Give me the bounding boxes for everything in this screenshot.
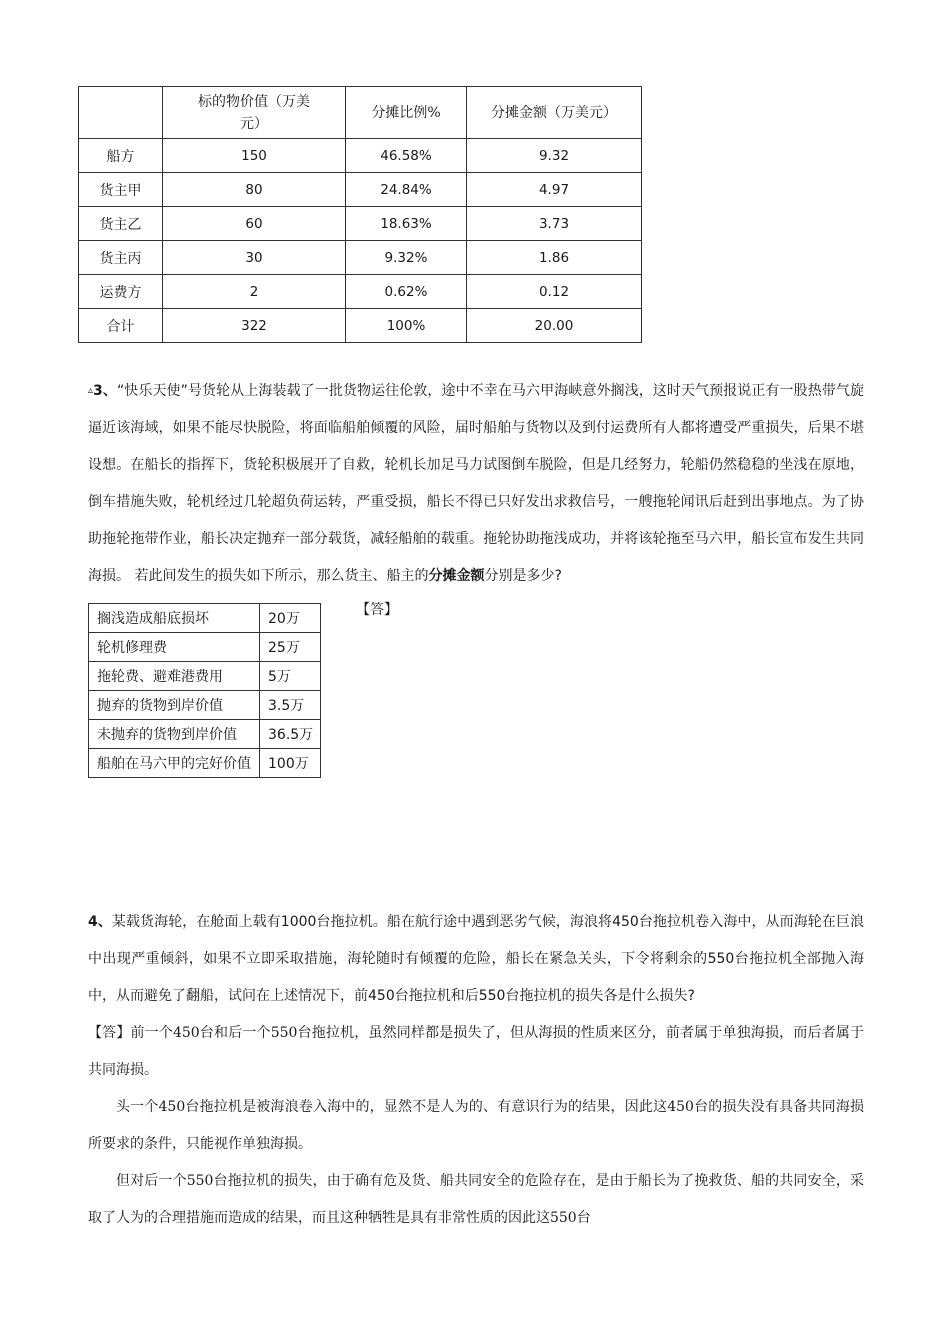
- item-cell: 抛弃的货物到岸价值: [89, 691, 260, 720]
- question-4: [88, 904, 864, 1015]
- table-row: [89, 691, 321, 720]
- party-cell: 货主甲: [79, 173, 163, 207]
- amount-cell: 3.73: [467, 207, 642, 241]
- ratio-cell: 46.58%: [346, 139, 467, 173]
- table-row: [79, 241, 642, 275]
- value-cell: 150: [163, 139, 346, 173]
- bold-keyword: 分摊金额: [428, 568, 485, 584]
- answer-label-q4: 【答】: [88, 1025, 131, 1041]
- question-number: 3、: [93, 383, 117, 399]
- table-row: [79, 309, 642, 343]
- question-3: [88, 372, 864, 595]
- header-cell: [163, 87, 346, 139]
- answer-text: 前一个450台和后一个550台拖拉机，虽然同样都是损失了，但从海损的性质来区分，前者属于单独海损，而后者属于共同海损。: [88, 1025, 864, 1078]
- amount-cell: 0.12: [467, 275, 642, 309]
- answer-paragraph-3: 但对后一个550台拖拉机的损失，由于确有危及货、船共同安全的危险存在，是由于船长为了挽救货、船的共同安全，采取了人为的合理措施而造成的结果，而且这种牺牲是具有非常性质的因此这550台: [88, 1173, 864, 1226]
- table-row: [89, 662, 321, 691]
- party-cell: 船方: [79, 139, 163, 173]
- amount-cell: 3.5万: [260, 691, 321, 720]
- ratio-cell: 9.32%: [346, 241, 467, 275]
- header-cell: [79, 87, 163, 139]
- item-cell: 拖轮费、避难港费用: [89, 662, 260, 691]
- amount-cell: 20.00: [467, 309, 642, 343]
- triangle-marker-icon: ▵: [88, 385, 94, 396]
- value-cell: 30: [163, 241, 346, 275]
- amount-cell: 36.5万: [260, 720, 321, 749]
- question-number: 4、: [88, 914, 112, 930]
- value-cell: 322: [163, 309, 346, 343]
- amount-cell: 100万: [260, 749, 321, 778]
- table-header-row: [79, 87, 642, 139]
- table-row: [89, 604, 321, 633]
- amount-cell: 9.32: [467, 139, 642, 173]
- value-cell: 60: [163, 207, 346, 241]
- table-row: [79, 173, 642, 207]
- header-value-label: 标的物价值（万美元）: [198, 93, 310, 132]
- amount-cell: 4.97: [467, 173, 642, 207]
- answer-label-q3: 【答】: [356, 602, 398, 618]
- party-cell: 货主丙: [79, 241, 163, 275]
- allocation-table: [78, 86, 642, 343]
- party-cell: 合计: [79, 309, 163, 343]
- item-cell: 未抛弃的货物到岸价值: [89, 720, 260, 749]
- ratio-cell: 24.84%: [346, 173, 467, 207]
- loss-table: [88, 603, 321, 778]
- table-row: [89, 633, 321, 662]
- amount-cell: 20万: [260, 604, 321, 633]
- ratio-cell: 18.63%: [346, 207, 467, 241]
- value-cell: 2: [163, 275, 346, 309]
- question-text: 某载货海轮，在舱面上载有1000台拖拉机。船在航行途中遇到恶劣气候，海浪将450台拖拉机卷入海中，从而海轮在巨浪中出现严重倾斜，如果不立即采取措施，海轮随时有倾覆的危险，船长在紧急关头，下令将剩余的550台拖拉机全部抛入海中，从而避免了翻船，试问在上述情况下，前450台拖拉机和后550台拖拉机的损失各是什么损失?: [88, 914, 864, 1004]
- item-cell: 船舶在马六甲的完好价值: [89, 749, 260, 778]
- table-row: [79, 139, 642, 173]
- amount-cell: 1.86: [467, 241, 642, 275]
- table-row: [79, 275, 642, 309]
- table-row: [89, 749, 321, 778]
- question-text-end: 分别是多少?: [484, 568, 562, 584]
- party-cell: 运费方: [79, 275, 163, 309]
- question-text: “快乐天使”号货轮从上海装载了一批货物运往伦敦，途中不幸在马六甲海峡意外搁浅，这时天气预报说正有一股热带气旋逼近该海域，如果不能尽快脱险，将面临船舶倾覆的风险，届时船舶与货物以及到付运费所有人都将遭受严重损失，后果不堪设想。在船长的指挥下，货轮积极展开了自救，轮机长加足马力试图倒车脱险，但是几经努力，轮船仍然稳稳的坐浅在原地，倒车措施失败，轮机经过几轮超负荷运转，严重受损，船长不得已只好发出求救信号，一艘拖轮闻讯后赶到出事地点。为了协助拖轮拖带作业，船长决定抛弃一部分载货，减轻船舶的载重。拖轮协助拖浅成功，并将该轮拖至马六甲，船长宣布发生共同海损。 若此间发生的损失如下所示，那么货主、船主的: [88, 383, 864, 584]
- ratio-cell: 0.62%: [346, 275, 467, 309]
- table-row: [89, 720, 321, 749]
- ratio-cell: 100%: [346, 309, 467, 343]
- party-cell: 货主乙: [79, 207, 163, 241]
- item-cell: 搁浅造成船底损坏: [89, 604, 260, 633]
- header-cell: 分摊金额（万美元）: [467, 87, 642, 139]
- amount-cell: 25万: [260, 633, 321, 662]
- answer-paragraph-1: [88, 1015, 864, 1089]
- amount-cell: 5万: [260, 662, 321, 691]
- item-cell: 轮机修理费: [89, 633, 260, 662]
- answer-paragraph-2: 头一个450台拖拉机是被海浪卷入海中的，显然不是人为的、有意识行为的结果，因此这450台的损失没有具备共同海损所要求的条件，只能视作单独海损。: [88, 1099, 864, 1152]
- value-cell: 80: [163, 173, 346, 207]
- table-row: [79, 207, 642, 241]
- header-cell: 分摊比例%: [346, 87, 467, 139]
